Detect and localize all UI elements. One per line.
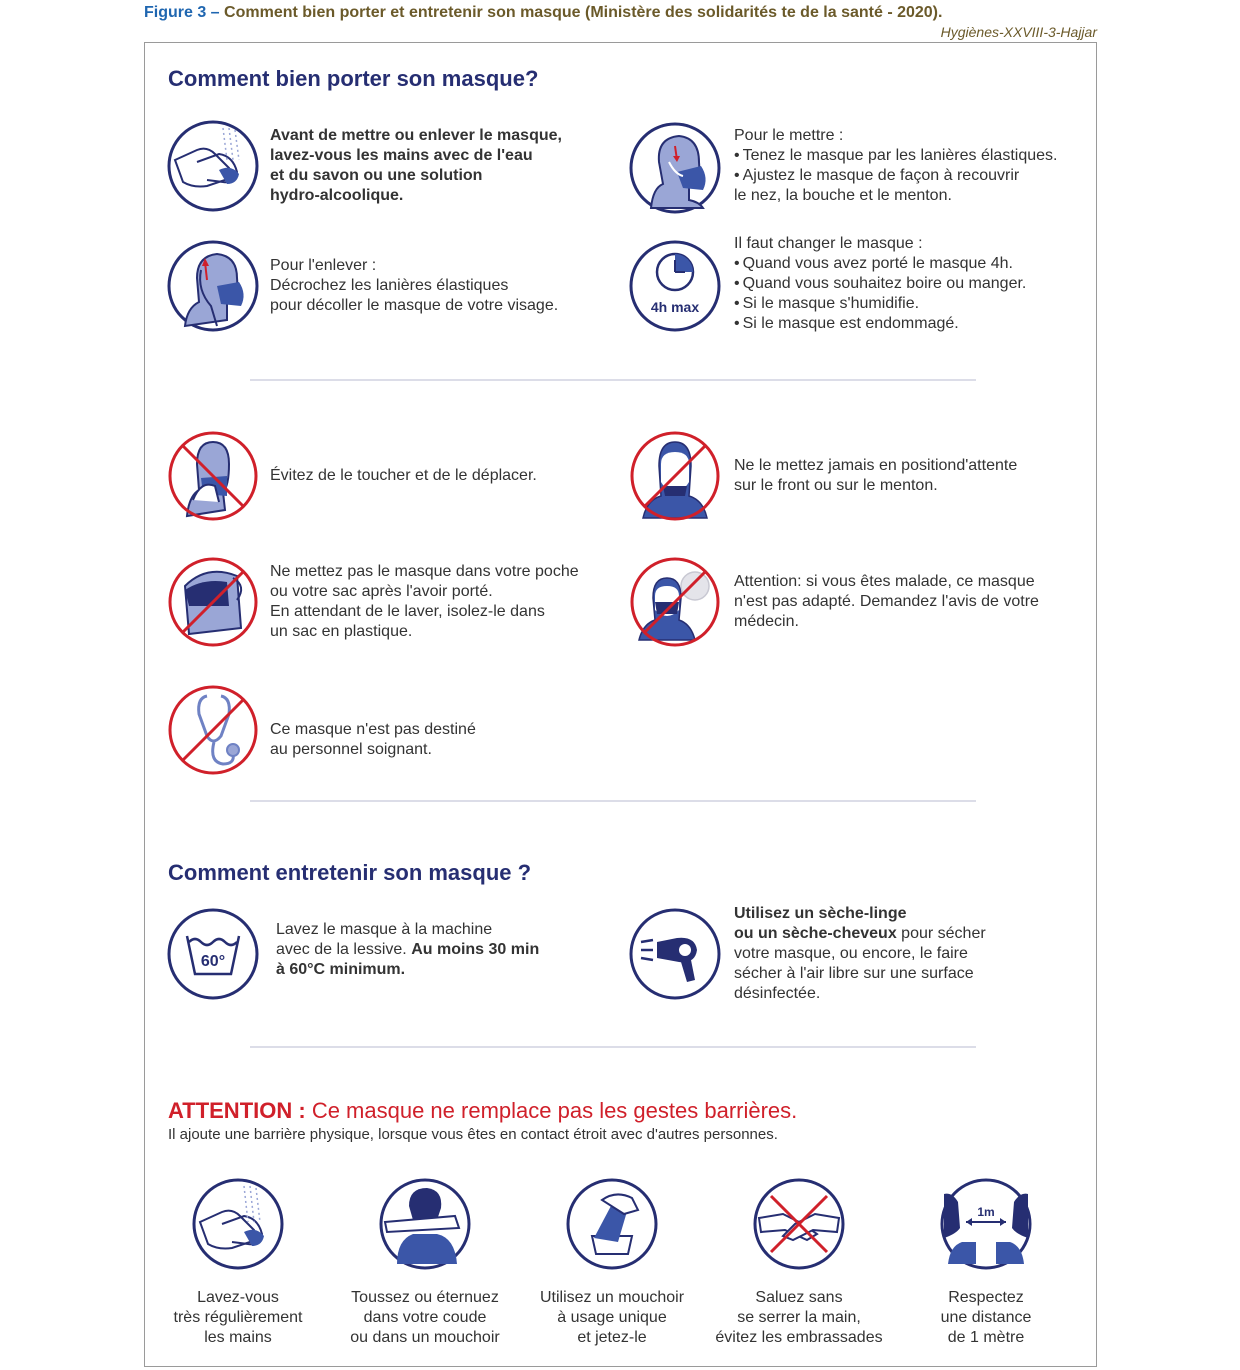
hair-dryer-icon (629, 908, 721, 1000)
remove-title: Pour l'enlever : (270, 257, 377, 274)
gesture-caption (699, 1288, 899, 1348)
no-touch-mask-icon (167, 430, 259, 522)
remove-text (270, 256, 558, 316)
wash-text (276, 920, 539, 980)
change-title: Il faut changer le masque : (734, 235, 923, 252)
touch-line-1: Évitez de le toucher et de le déplacer. (270, 467, 537, 484)
dry-line-1: Utilisez un sèche-linge (734, 905, 907, 922)
no-stethoscope-icon (167, 684, 259, 776)
dry-line-2-normal: pour sécher (901, 925, 986, 942)
gesture-1-line-3: les mains (204, 1329, 272, 1346)
dry-line-5: désinfectée. (734, 985, 821, 1002)
dry-line-2-bold: ou un sèche-cheveux (734, 925, 897, 942)
attention-title (168, 1098, 797, 1124)
chin-text (734, 456, 1017, 496)
pocket-line-3: En attendant de le laver, isolez-le dans (270, 603, 545, 620)
change-bullet-1: • Quand vous avez porté le masque 4h. (734, 254, 1026, 274)
gesture-2-line-3: ou dans un mouchoir (350, 1329, 500, 1346)
chin-line-1: Ne le mettez jamais en positiond'attente (734, 457, 1018, 474)
wash-line-1: Lavez le masque à la machine (276, 921, 493, 938)
attention-message: Ce masque ne remplace pas les gestes barrières. (311, 1098, 798, 1123)
figure-source: Hygiènes-XXVIII-3-Hajjar (940, 24, 1097, 40)
divider (250, 800, 976, 802)
medical-line-1: Ce masque n'est pas destiné (270, 721, 476, 738)
wash-hands-line-1: Avant de mettre ou enlever le masque, (270, 127, 562, 144)
figure-label: Figure 3 – (144, 4, 220, 21)
gesture-5-line-1: Respectez (948, 1289, 1024, 1306)
change-text (734, 234, 1026, 334)
pocket-text (270, 562, 579, 642)
gesture-4-line-2: se serrer la main, (737, 1309, 861, 1326)
no-mask-when-sick-icon (629, 556, 721, 648)
gesture-caption (138, 1288, 338, 1348)
medical-line-2: au personnel soignant. (270, 741, 432, 758)
put-on-title: Pour le mettre : (734, 127, 844, 144)
sick-text (734, 572, 1039, 632)
wash-line-3: à 60°C minimum. (276, 961, 406, 978)
remove-line-2: pour décoller le masque de votre visage. (270, 297, 559, 314)
wash-line-2-normal: avec de la lessive. (276, 941, 407, 958)
no-handshake-icon (753, 1178, 845, 1270)
attention-subtext: Il ajoute une barrière physique, lorsque vous êtes en contact étroit avec d'autres personnes. (168, 1126, 778, 1143)
wash-hands-line-2: lavez-vous les mains avec de l'eau (270, 147, 533, 164)
gesture-2-line-1: Toussez ou éternuez (351, 1289, 499, 1306)
clock-label: 4h max (650, 299, 700, 315)
gesture-2-line-2: dans votre coude (363, 1309, 487, 1326)
dry-text (734, 904, 986, 1004)
put-on-bullet-1: • Tenez le masque par les lanières élastiques. (734, 146, 1057, 166)
mask-remove-icon (167, 240, 259, 332)
gesture-1-line-2: très régulièrement (173, 1309, 303, 1326)
gesture-4-line-3: évitez les embrassades (715, 1329, 883, 1346)
wash-hands-line-4: hydro-alcoolique. (270, 187, 404, 204)
sick-line-1: Attention: si vous êtes malade, ce masque (734, 573, 1035, 590)
change-bullet-3: • Si le masque s'humidifie. (734, 294, 1026, 314)
change-bullet-2: • Quand vous souhaitez boire ou manger. (734, 274, 1026, 294)
gesture-5-line-2: une distance (940, 1309, 1032, 1326)
gesture-caption (886, 1288, 1086, 1348)
gesture-caption (512, 1288, 712, 1348)
hand-washing-icon (192, 1178, 284, 1270)
gesture-3-line-1: Utilisez un mouchoir (539, 1289, 685, 1306)
clock-icon (629, 240, 721, 332)
sick-line-3: médecin. (734, 613, 799, 630)
remove-line-1: Décrochez les lanières élastiques (270, 277, 509, 294)
wash-temp-label: 60° (200, 953, 226, 970)
pocket-line-1: Ne mettez pas le masque dans votre poche (270, 563, 579, 580)
gesture-3-line-2: à usage unique (557, 1309, 667, 1326)
dry-line-4: sécher à l'air libre sur une surface (734, 965, 974, 982)
hand-washing-icon (167, 120, 259, 212)
divider (250, 1046, 976, 1048)
pocket-line-4: un sac en plastique. (270, 623, 413, 640)
gesture-1-line-1: Lavez-vous (197, 1289, 279, 1306)
figure-caption (144, 4, 942, 22)
put-on-continuation: le nez, la bouche et le menton. (734, 187, 952, 204)
wear-heading: Comment bien porter son masque? (168, 66, 539, 91)
medical-text (270, 720, 476, 760)
touch-text (270, 466, 537, 486)
distance-icon (940, 1178, 1032, 1270)
gesture-5-line-3: de 1 mètre (947, 1329, 1025, 1346)
pocket-line-2: ou votre sac après l'avoir porté. (270, 583, 493, 600)
no-mask-on-chin-icon (629, 430, 721, 522)
mask-put-on-icon (629, 122, 721, 214)
cough-in-elbow-icon (379, 1178, 471, 1270)
change-bullet-4: • Si le masque est endommagé. (734, 314, 1026, 334)
tissue-icon (566, 1178, 658, 1270)
divider (250, 379, 976, 381)
chin-line-2: sur le front ou sur le menton. (734, 477, 938, 494)
wash-hands-line-3: et du savon ou une solution (270, 167, 483, 184)
sick-line-2: n'est pas adapté. Demandez l'avis de votre (734, 593, 1039, 610)
put-on-text (734, 126, 1057, 206)
gesture-4-line-1: Saluez sans (755, 1289, 843, 1306)
distance-label: 1m (977, 1205, 995, 1219)
washing-tub-icon (167, 908, 259, 1000)
care-heading: Comment entretenir son masque ? (168, 860, 532, 885)
dry-line-3: votre masque, ou encore, le faire (734, 945, 968, 962)
gesture-3-line-3: et jetez-le (577, 1329, 647, 1346)
attention-label: ATTENTION : (168, 1098, 306, 1123)
no-mask-in-pocket-icon (167, 556, 259, 648)
wash-line-2-bold: Au moins 30 min (411, 941, 540, 958)
figure-title: Comment bien porter et entretenir son masque (Ministère des solidarités te de la santé - 2020). (224, 4, 943, 21)
wash-hands-text (270, 126, 562, 206)
gesture-caption (325, 1288, 525, 1348)
put-on-bullet-2: • Ajustez le masque de façon à recouvrir (734, 166, 1057, 186)
